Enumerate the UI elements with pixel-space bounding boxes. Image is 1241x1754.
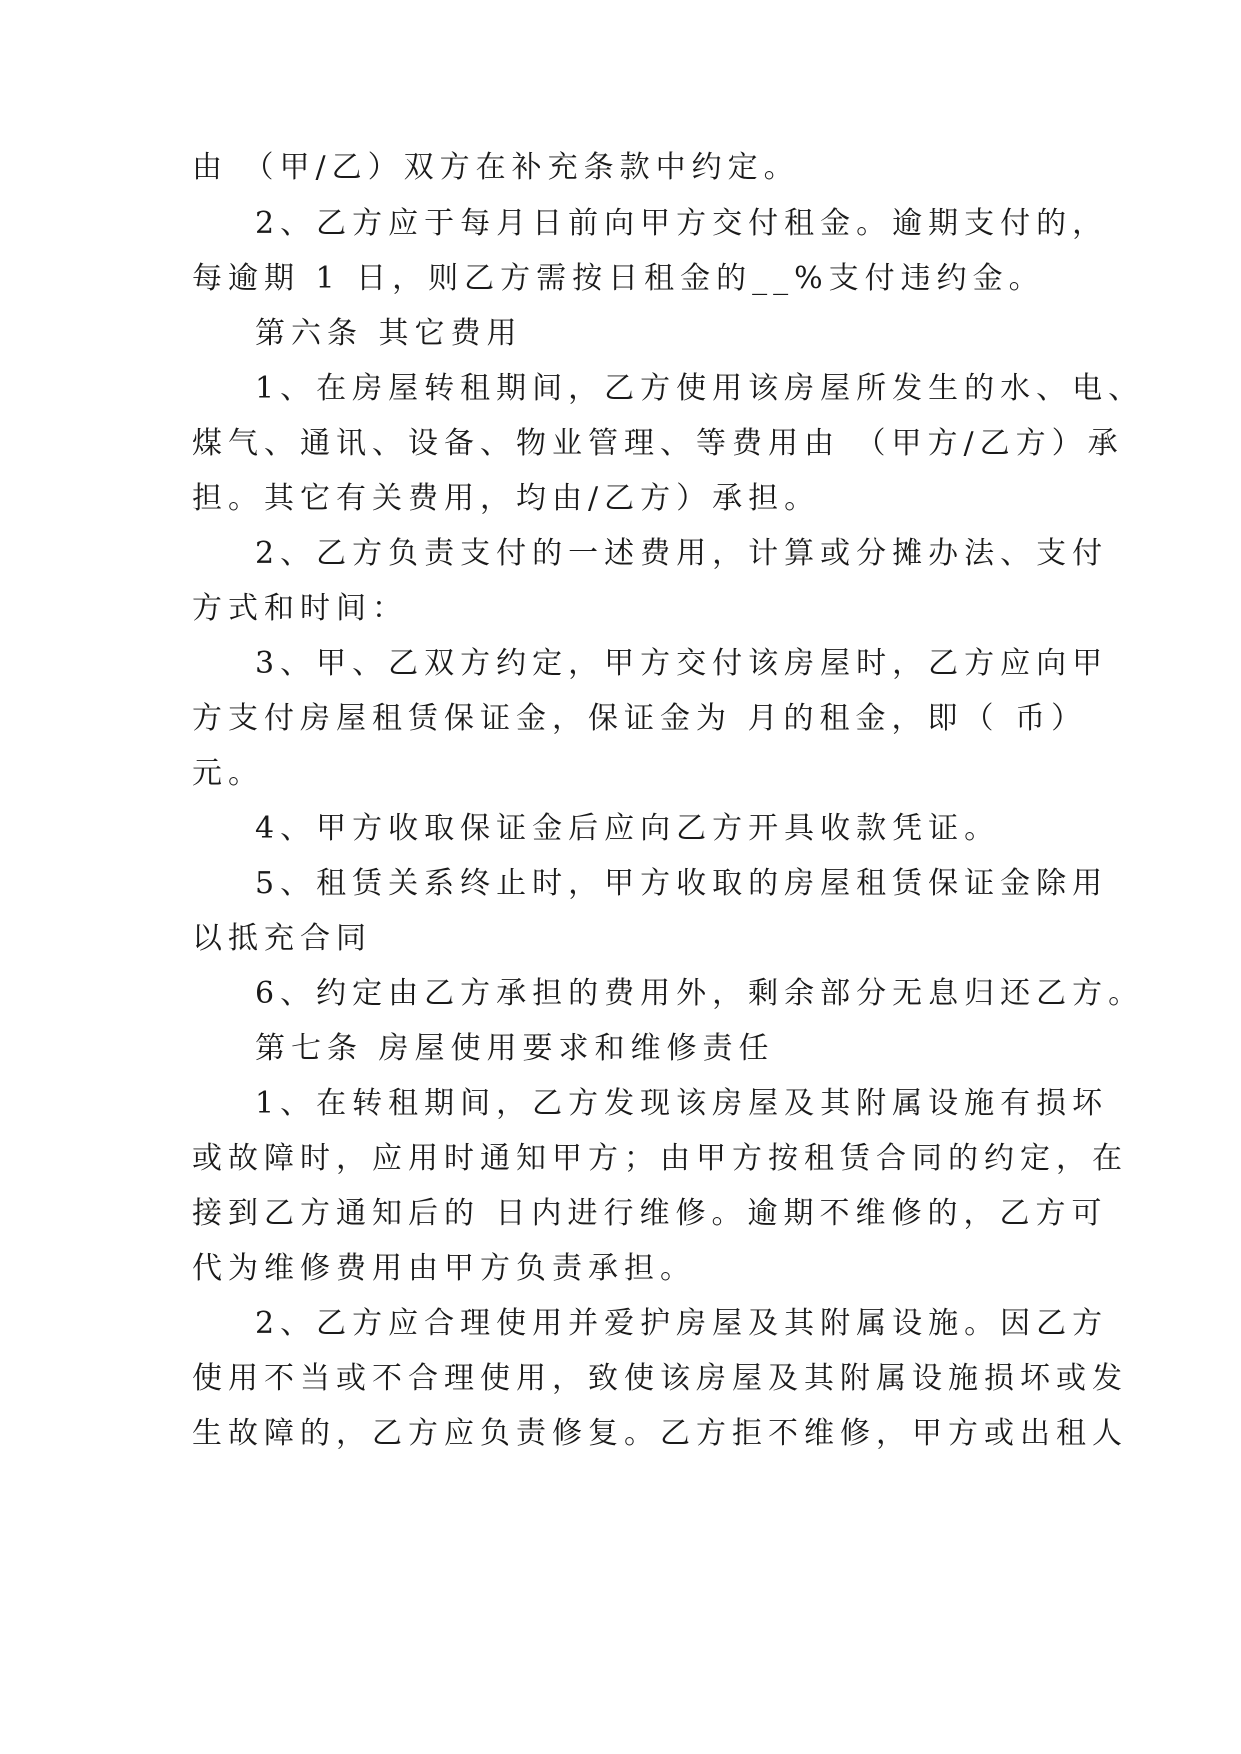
text-line-13: 4、甲方收取保证金后应向乙方开具收款凭证。 — [255, 811, 1001, 846]
text-line-16: 6、约定由乙方承担的费用外，剩余部分无息归还乙方。 — [255, 976, 1145, 1011]
article-heading-6: 第六条 其它费用 — [255, 316, 523, 351]
text-line-12: 元。 — [192, 756, 264, 791]
text-line-19: 或故障时，应用时通知甲方；由甲方按租赁合同的约定，在 — [192, 1141, 1128, 1176]
text-line-1: 由 （甲/乙）双方在补充条款中约定。 — [192, 150, 800, 185]
text-line-24: 生故障的，乙方应负责修复。乙方拒不维修，甲方或出租人 — [192, 1416, 1128, 1451]
text-line-8: 2、乙方负责支付的一述费用，计算或分摊办法、支付 — [255, 536, 1109, 571]
text-line-20: 接到乙方通知后的 日内进行维修。逾期不维修的，乙方可 — [192, 1196, 1108, 1231]
text-line-22: 2、乙方应合理使用并爱护房屋及其附属设施。因乙方 — [255, 1306, 1109, 1341]
text-line-10: 3、甲、乙双方约定，甲方交付该房屋时，乙方应向甲 — [255, 646, 1109, 681]
text-line-6: 煤气、通讯、设备、物业管理、等费用由 （甲方/乙方）承 — [192, 426, 1124, 461]
text-line-2: 2、乙方应于每月日前向甲方交付租金。逾期支付的， — [255, 206, 1109, 241]
text-line-18: 1、在转租期间，乙方发现该房屋及其附属设施有损坏 — [255, 1086, 1109, 1121]
text-line-23: 使用不当或不合理使用，致使该房屋及其附属设施损坏或发 — [192, 1361, 1128, 1396]
text-line-9: 方式和时间： — [192, 591, 408, 626]
text-line-21: 代为维修费用由甲方负责承担。 — [192, 1251, 696, 1286]
text-line-7: 担。其它有关费用，均由/乙方）承担。 — [192, 481, 821, 516]
text-line-14: 5、租赁关系终止时，甲方收取的房屋租赁保证金除用 — [255, 866, 1109, 901]
text-line-15: 以抵充合同 — [192, 921, 372, 956]
text-line-11: 方支付房屋租赁保证金，保证金为 月的租金，即（ 币） — [192, 701, 1088, 736]
text-line-3: 每逾期 1 日，则乙方需按日租金的__%支付违约金。 — [192, 261, 1045, 296]
text-line-5: 1、在房屋转租期间，乙方使用该房屋所发生的水、电、 — [255, 371, 1145, 406]
article-heading-7: 第七条 房屋使用要求和维修责任 — [255, 1031, 775, 1066]
